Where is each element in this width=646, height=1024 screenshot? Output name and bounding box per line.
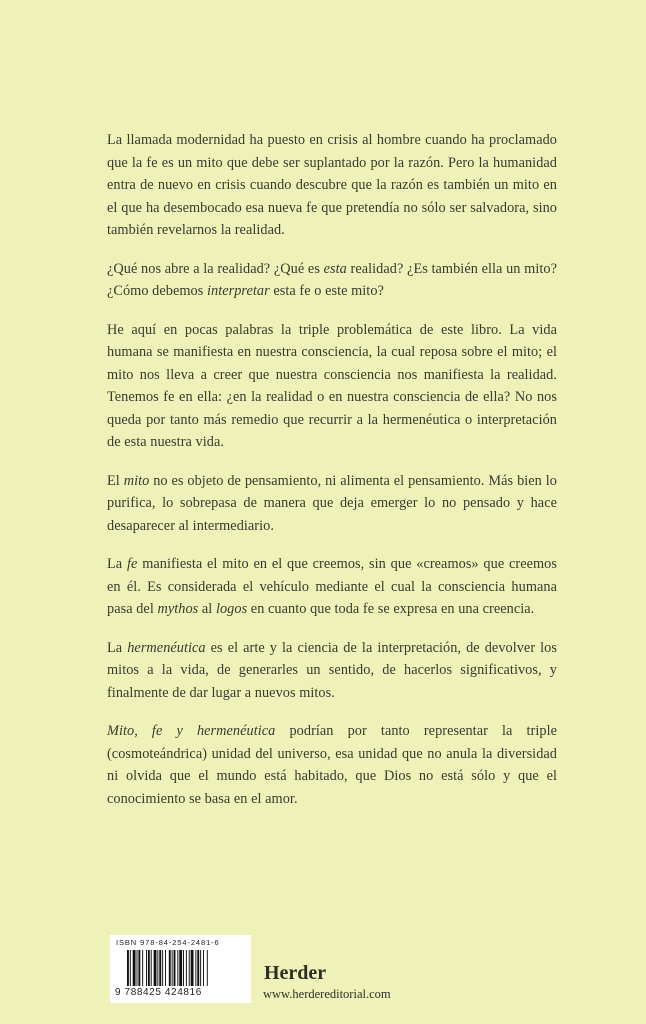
back-cover-text <box>107 129 557 826</box>
barcode-bar <box>186 950 187 986</box>
barcode-bar <box>207 950 208 986</box>
publisher-name: Herder <box>264 962 327 984</box>
text-run: no es objeto de pensamiento, ni alimenta el pensamiento. Más bien lo purifica, lo sobrepasa de manera que deja emerger lo no pensado y hace desaparecer al intermediario. <box>107 472 557 534</box>
barcode-bar <box>169 950 171 986</box>
barcode-bar <box>130 950 131 986</box>
italic-term: hermenéutica <box>127 639 206 656</box>
text-run: El <box>107 472 124 489</box>
text-run: esta fe o este mito? <box>269 283 384 299</box>
isbn-label: ISBN 978-84-254-2481-6 <box>116 938 220 947</box>
barcode-block <box>110 935 251 1003</box>
barcode-bar <box>148 950 150 986</box>
text-run: al <box>198 601 216 617</box>
barcode-bar <box>159 950 161 986</box>
paragraph <box>107 637 557 705</box>
barcode-bar <box>172 950 173 986</box>
text-run: La <box>107 639 128 656</box>
paragraph <box>107 129 557 242</box>
barcode-bar <box>174 950 176 986</box>
paragraph <box>107 319 557 454</box>
barcode-bar <box>200 950 201 986</box>
italic-term: esta <box>323 260 347 277</box>
barcode-bar <box>183 950 184 986</box>
text-run: La <box>107 556 127 572</box>
barcode-bar <box>191 950 194 986</box>
barcode-bar <box>162 950 163 986</box>
barcode-bar <box>195 950 196 986</box>
barcode-bar <box>137 950 138 986</box>
barcode-bar <box>133 950 136 986</box>
barcode-bar <box>179 950 182 986</box>
barcode-bar <box>189 950 190 986</box>
barcode-bar <box>154 950 157 986</box>
text-run: en cuanto que toda fe se expresa en una creencia. <box>247 601 535 617</box>
italic-term: mito <box>123 472 150 489</box>
barcode-bar <box>146 950 147 986</box>
paragraph <box>107 470 557 538</box>
paragraph <box>107 720 557 810</box>
barcode-icon <box>127 950 237 990</box>
text-run: La llamada modernidad ha puesto en crisis al hombre cuando ha proclamado que la fe es un mito que debe ser suplantado por la razón. Pero la humanidad entra de nuevo en crisis cuando descubre que la razón es también un mito en el que ha desembocado esa nueva fe que pretendía no sólo ser salvadora, sino también revelarnos la realidad. <box>107 132 557 238</box>
text-run: es el arte y la ciencia de la interpretación, de devolver los mitos a la vida, de generarles un sentido, de hacerlos significativos, y finalmente de dar lugar a nuevos mitos. <box>107 639 557 701</box>
text-run: He aquí en pocas palabras la triple problemática de este libro. La vida humana se manifiesta en nuestra consciencia, la cual reposa sobre el mito; el mito nos lleva a creer que nuestra consciencia nos manifiesta la realidad. Tenemos fe en ella: ¿en la realidad o en nuestra consciencia de ella? No nos queda por tanto más remedio que recurrir a la hermenéutica o interpretación de esta nuestra vida. <box>107 321 557 450</box>
text-run: manifiesta el mito en el que creemos, sin que «creamos» que creemos en él. Es considerada el vehículo mediante el cual la consciencia humana pasa del <box>107 556 557 617</box>
italic-term: mythos <box>157 601 199 617</box>
text-run: podrían por tanto representar la triple (cosmoteándrica) unidad del universo, esa unidad que no anula la diversidad ni olvida que el mundo está habitado, que Dios no está sólo y que el conocimiento se basa en el amor. <box>107 723 558 807</box>
barcode-bar <box>197 950 199 986</box>
italic-term: fe <box>126 556 138 572</box>
paragraph <box>107 258 557 303</box>
text-run: realidad? ¿Es también ella un mito? ¿Cómo debemos <box>107 260 557 299</box>
barcode-bar <box>127 950 129 986</box>
italic-term: Mito, fe y hermenéutica <box>107 723 276 739</box>
text-run: ¿Qué nos abre a la realidad? ¿Qué es <box>107 260 324 277</box>
barcode-bar <box>177 950 178 986</box>
italic-term: interpretar <box>206 283 270 299</box>
paragraph <box>107 553 557 621</box>
barcode-bar <box>138 950 140 986</box>
barcode-bar <box>203 950 204 986</box>
italic-term: logos <box>215 601 248 617</box>
barcode-bar <box>142 950 143 986</box>
publisher-website: www.herdereditorial.com <box>263 987 391 1001</box>
barcode-bar <box>151 950 152 986</box>
ean-digits: 9 788425 424816 <box>115 987 202 998</box>
barcode-bar <box>157 950 158 986</box>
barcode-bar <box>165 950 166 986</box>
